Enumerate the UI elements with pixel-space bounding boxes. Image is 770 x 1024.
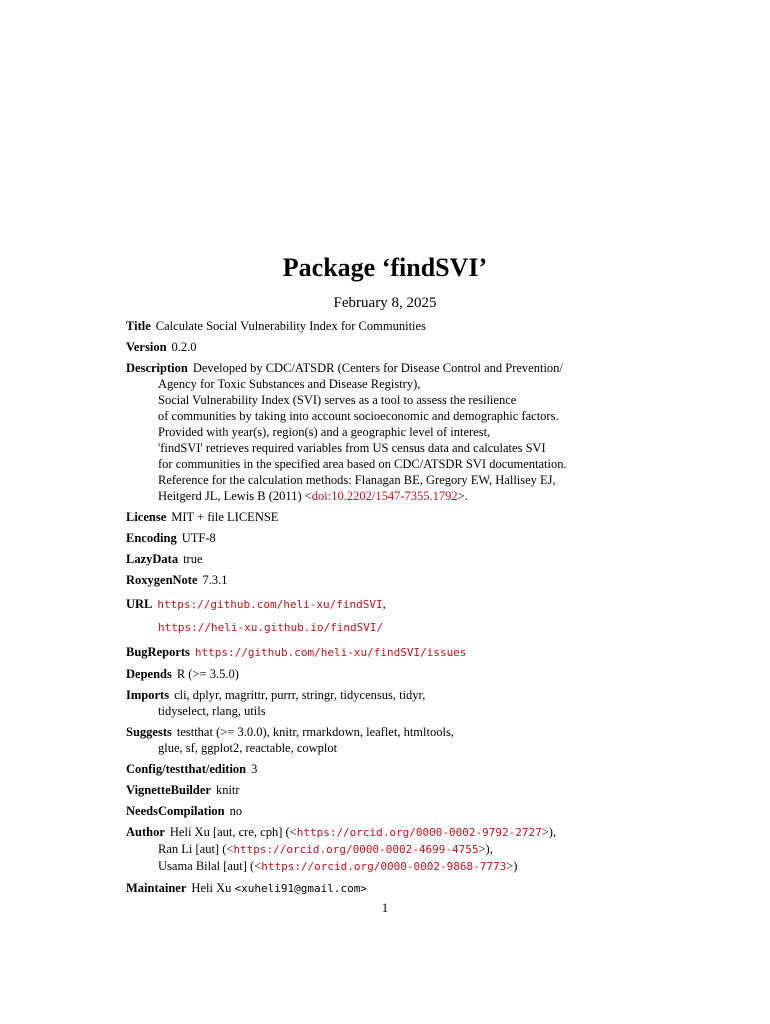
field-author-label: Author [126,825,165,839]
description-text: Heitgerd JL, Lewis B (2011) < [158,489,312,503]
field-vignettebuilder-value: knitr [215,783,240,797]
field-maintainer-label: Maintainer [126,881,187,895]
field-vignettebuilder [126,782,646,798]
field-encoding [126,530,646,546]
field-bugreports-label: BugReports [126,645,190,659]
field-needscompilation-value: no [229,804,243,818]
field-version-label: Version [126,340,167,354]
description-line: for communities in the specified area based on CDC/ATSDR SVI documentation. [158,457,567,471]
page-number: 1 [381,900,389,915]
field-roxygennote [126,572,646,588]
field-bugreports [126,644,646,661]
field-url-label: URL [126,597,153,611]
field-version [126,339,646,355]
field-roxygennote-label: RoxygenNote [126,573,198,587]
description-line: Social Vulnerability Index (SVI) serves as a tool to assess the resilience [158,393,517,407]
description-line: Agency for Toxic Substances and Disease Registry), [158,377,421,391]
field-license-value: MIT + file LICENSE [171,510,279,524]
maintainer-email: <xuheli91@gmail.com> [234,882,367,895]
field-title-value: Calculate Social Vulnerability Index for Communities [155,319,426,333]
orcid-link[interactable]: https://orcid.org/0000-0002-4699-4755 [233,843,479,856]
field-url [126,593,646,639]
field-encoding-label: Encoding [126,531,177,545]
field-depends [126,666,646,682]
field-imports [126,687,646,719]
description-text: >. [457,489,468,503]
author-text: Ran Li [aut] (< [158,842,234,856]
author-text: >), [478,842,493,856]
field-version-value: 0.2.0 [171,340,197,354]
suggests-line: testthat (>= 3.0.0), knitr, rmarkdown, leaflet, htmltools, [176,725,454,739]
orcid-link[interactable]: https://orcid.org/0000-0002-9868-7773 [261,860,507,873]
description-line: Developed by CDC/ATSDR (Centers for Disease Control and Prevention/ [192,361,563,375]
github-url-link[interactable]: https://github.com/heli-xu/findSVI [157,598,383,611]
field-title [126,318,646,334]
field-lazydata [126,551,646,567]
author-text: Usama Bilal [aut] (< [158,859,262,873]
field-title-label: Title [126,319,151,333]
field-encoding-value: UTF-8 [181,531,216,545]
description-fields [126,318,646,902]
field-imports-label: Imports [126,688,170,702]
imports-line: tidyselect, rlang, utils [158,704,266,718]
author-text: >) [506,859,518,873]
field-description [126,360,646,504]
imports-line: cli, dplyr, magrittr, purrr, stringr, tidycensus, tidyr, [174,688,426,702]
description-line: Reference for the calculation methods: Flanagan BE, Gregory EW, Hallisey EJ, [158,473,556,487]
field-vignettebuilder-label: VignetteBuilder [126,783,211,797]
suggests-line: glue, sf, ggplot2, reactable, cowplot [158,741,338,755]
bugreports-link[interactable]: https://github.com/heli-xu/findSVI/issues [194,646,467,659]
package-title: Package ‘findSVI’ [282,253,488,282]
doi-link[interactable]: doi:10.2202/1547-7355.1792 [311,489,458,503]
field-needscompilation [126,803,646,819]
field-config-edition-label: Config/testthat/edition [126,762,247,776]
author-text: >), [541,825,557,839]
field-suggests [126,724,646,756]
field-license [126,509,646,525]
field-needscompilation-label: NeedsCompilation [126,804,225,818]
field-config-edition-value: 3 [251,762,258,776]
maintainer-name: Heli Xu [191,881,232,895]
field-license-label: License [126,510,167,524]
field-depends-value: R (>= 3.5.0) [176,667,239,681]
description-line [126,488,646,504]
field-roxygennote-value: 7.3.1 [202,573,228,587]
author-text: Heli Xu [aut, cre, cph] (< [169,825,297,839]
description-line: of communities by taking into account socioeconomic and demographic factors. [158,409,559,423]
field-maintainer [126,880,646,897]
field-description-label: Description [126,361,188,375]
field-lazydata-label: LazyData [126,552,179,566]
orcid-link[interactable]: https://orcid.org/0000-0002-9792-2727 [296,826,542,839]
field-author [126,824,646,875]
field-depends-label: Depends [126,667,172,681]
field-suggests-label: Suggests [126,725,172,739]
package-date: February 8, 2025 [333,295,437,311]
field-lazydata-value: true [183,552,203,566]
url-separator: , [382,597,386,611]
description-line: Provided with year(s), region(s) and a geographic level of interest, [158,425,491,439]
pages-url-link[interactable]: https://heli-xu.github.io/findSVI/ [158,621,384,634]
field-config-edition [126,761,646,777]
description-line: 'findSVI' retrieves required variables from US census data and calculates SVI [158,441,546,455]
